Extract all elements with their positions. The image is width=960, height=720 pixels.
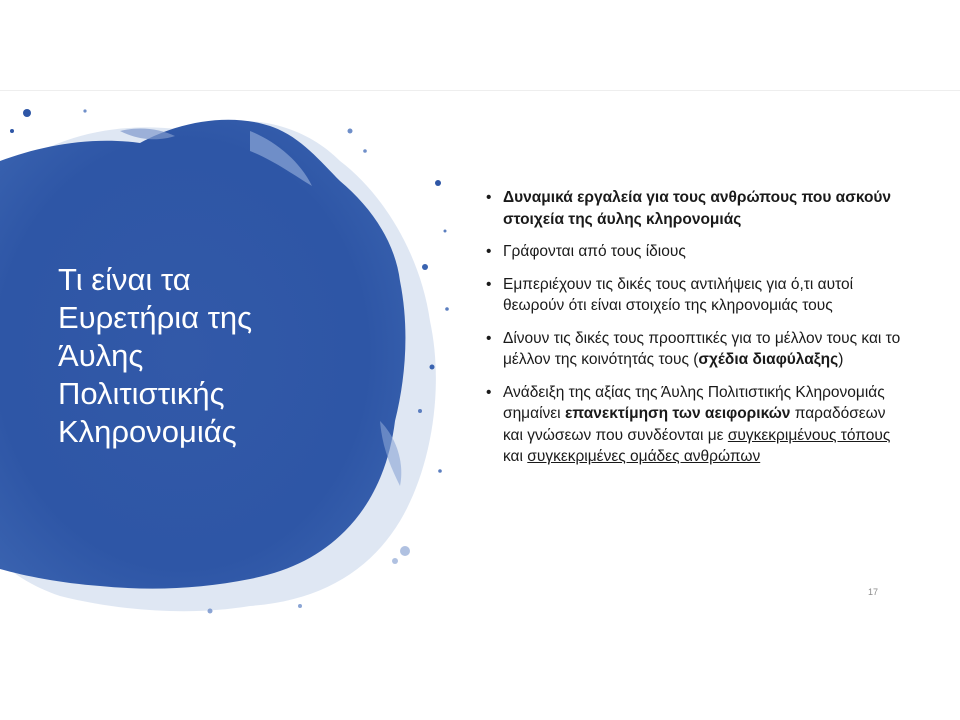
slide-title-line: Τι είναι τα xyxy=(58,262,191,297)
slide-title-line: Κληρονομιάς xyxy=(58,414,237,449)
slide-number: 17 xyxy=(868,587,879,597)
bullet-text: παραδόσεων και γνώσεων που συνδέονται με xyxy=(503,405,886,444)
bullet-text: Γράφονται από τους ίδιους xyxy=(503,243,686,260)
slide-title-line: Άυλης xyxy=(58,338,144,373)
bullet-item xyxy=(486,328,906,371)
bullet-text-underline: συγκεκριμένες ομάδες ανθρώπων xyxy=(527,448,761,465)
bullet-text: ) xyxy=(838,351,844,368)
bullet-item xyxy=(486,382,906,468)
bullet-text: και xyxy=(503,448,528,465)
slide-title-line: Ευρετήρια της xyxy=(58,300,253,335)
slide-title xyxy=(58,261,358,451)
bullet-text: Δίνουν τις δικές τους προοπτικές για το μέλλον τους και το μέλλον της κοινότητάς τους ( xyxy=(503,329,901,368)
bullet-text: Εμπεριέχουν τις δικές τους αντιλήψεις για ό,τι αυτοί θεωρούν ότι είναι στοιχείο της κληρονομιάς τους xyxy=(503,275,854,314)
bullet-item xyxy=(486,187,906,230)
bullet-text-bold: Δυναμικά εργαλεία για τους ανθρώπους που ασκούν στοιχεία της άυλης κληρονομιάς xyxy=(503,189,892,228)
bullet-text: Ανάδειξη της αξίας της Άυλης Πολιτιστικής Κληρονομιάς σημαίνει xyxy=(503,383,885,422)
bullet-text-bold: σχέδια διαφύλαξης xyxy=(698,351,839,368)
bullet-list xyxy=(486,187,906,479)
bullet-text-bold: επανεκτίμηση των αειφορικών xyxy=(564,405,791,422)
bullet-item xyxy=(486,241,906,263)
presentation-slide xyxy=(0,90,960,631)
slide-title-line: Πολιτιστικής xyxy=(58,376,225,411)
bullet-text-underline: συγκεκριμένους τόπους xyxy=(727,426,891,444)
bullet-item xyxy=(486,274,906,317)
